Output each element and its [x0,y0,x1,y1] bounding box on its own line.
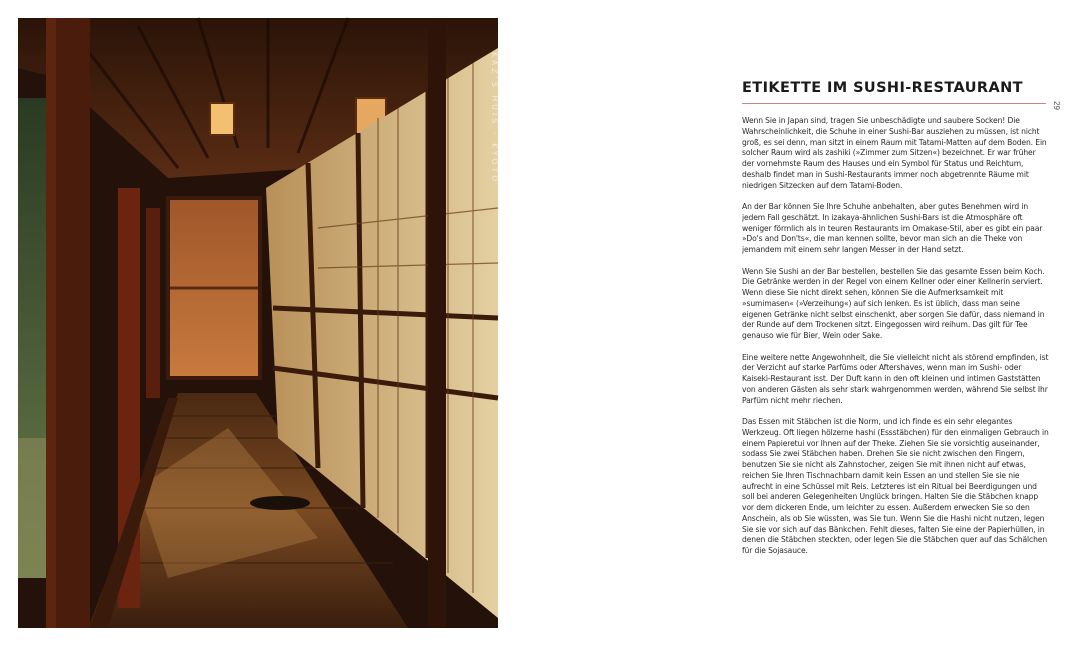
page-number: 29 [1052,101,1061,110]
paragraph: Wenn Sie in Japan sind, tragen Sie unbeschädigte und saubere Socken! Die Wahrscheinlichkeit, die Schuhe in einer Sushi-Bar ausziehen zu müssen, ist nicht groß, es sei denn, man sitzt in einem Raum mit Tatami-Matten auf dem Boden. Ein solcher Raum wird als zashiki (»Zimmer zum Sitzen«) bezeichnet. Er war früher der vornehmste Raum des Hauses und ein Symbol für Status und Reichtum, deshalb findet man in Sushi-Restaurants immer noch abgetrennte Räume mit niedrigen Sitzecken auf dem Tatami-Boden. [742,116,1047,190]
heading-rule [742,103,1046,104]
veranda-illustration [18,18,498,628]
paragraph: An der Bar können Sie Ihre Schuhe anbehalten, aber gutes Benehmen wird in jedem Fall geschätzt. In izakaya-ähnlichen Sushi-Bars ist die Atmosphäre oft weniger förmlich als in teuren Restaurants im Omakase-Stil, aber es gibt ein paar »Do's and Don'ts«, die man kennen sollte, bevor man sich an die Theke von jemandem mit einem sehr langen Messer in der Hand setzt. [742,202,1043,254]
paragraph: Eine weitere nette Angewohnheit, die Sie vielleicht nicht als störend empfinden, ist der Verzicht auf starke Parfüms oder Aftershaves, wenn man im Sushi- oder Kaiseki-Restaurant isst. Der Duft kann in den oft kleinen und intimen Gaststätten von anderen Gästen als sehr stark wahrgenommen werden, während Sie selbst Ihr Parfüm nicht mehr riechen. [742,352,1049,405]
page-heading: ETIKETTE IM SUSHI-RESTAURANT [742,80,1023,96]
photo-caption: KAZ'S HUIS · KYOTO [490,52,499,185]
paragraph: Wenn Sie Sushi an der Bar bestellen, bestellen Sie das gesamte Essen beim Koch. Die Getränke werden in der Regel von einem Kellner oder einer Kellnerin serviert. Wenn diese Sie nicht direkt sehen, können Sie die Aufmerksamkeit mit »sumimasen« (»Verzeihung«) auf sich lenken. Es ist üblich, dass man seine eigenen Getränke nicht selbst einschenkt, aber sorgen Sie dafür, dass niemand in der Runde auf dem Trockenen sitzt. Eingegossen wird reihum. Das gilt für Tee genauso wie für Bier, Wein oder Sake. [742,266,1045,340]
body-text [742,116,1050,568]
veranda-photo [18,18,498,628]
paragraph: Das Essen mit Stäbchen ist die Norm, und ich finde es ein sehr elegantes Werkzeug. Oft liegen hölzerne hashi (Essstäbchen) für den einmaligen Gebrauch in einem Papieretui vor Ihnen auf der Theke. Ziehen Sie sie vorsichtig auseinander, sodass Sie zwei Stäbchen haben. Drehen Sie sie nicht zwischen den Fingern, benutzen Sie sie nicht als Zahnstocher, zeigen Sie mit ihnen nicht auf etwas, reichen Sie Ihren Tischnachbarn damit kein Essen an und stellen Sie sie nie aufrecht in eine Schüssel mit Reis. Letzteres ist ein Ritual bei Beerdigungen und soll bei anderen Gelegenheiten Unglück bringen. Halten Sie die Stäbchen knapp vor dem dickeren Ende, um leichter zu essen. Außerdem erwecken Sie so den Anschein, als ob Sie wüssten, was Sie tun. Wenn Sie die Hashi nicht nutzen, legen Sie sie vor sich auf das Bänkchen. Fehlt dieses, falten Sie eine der Papierhüllen, in denen die Stäbchen steckten, oder legen Sie die Stäbchen quer auf das Schälchen für die Sojasauce. [742,417,1049,555]
